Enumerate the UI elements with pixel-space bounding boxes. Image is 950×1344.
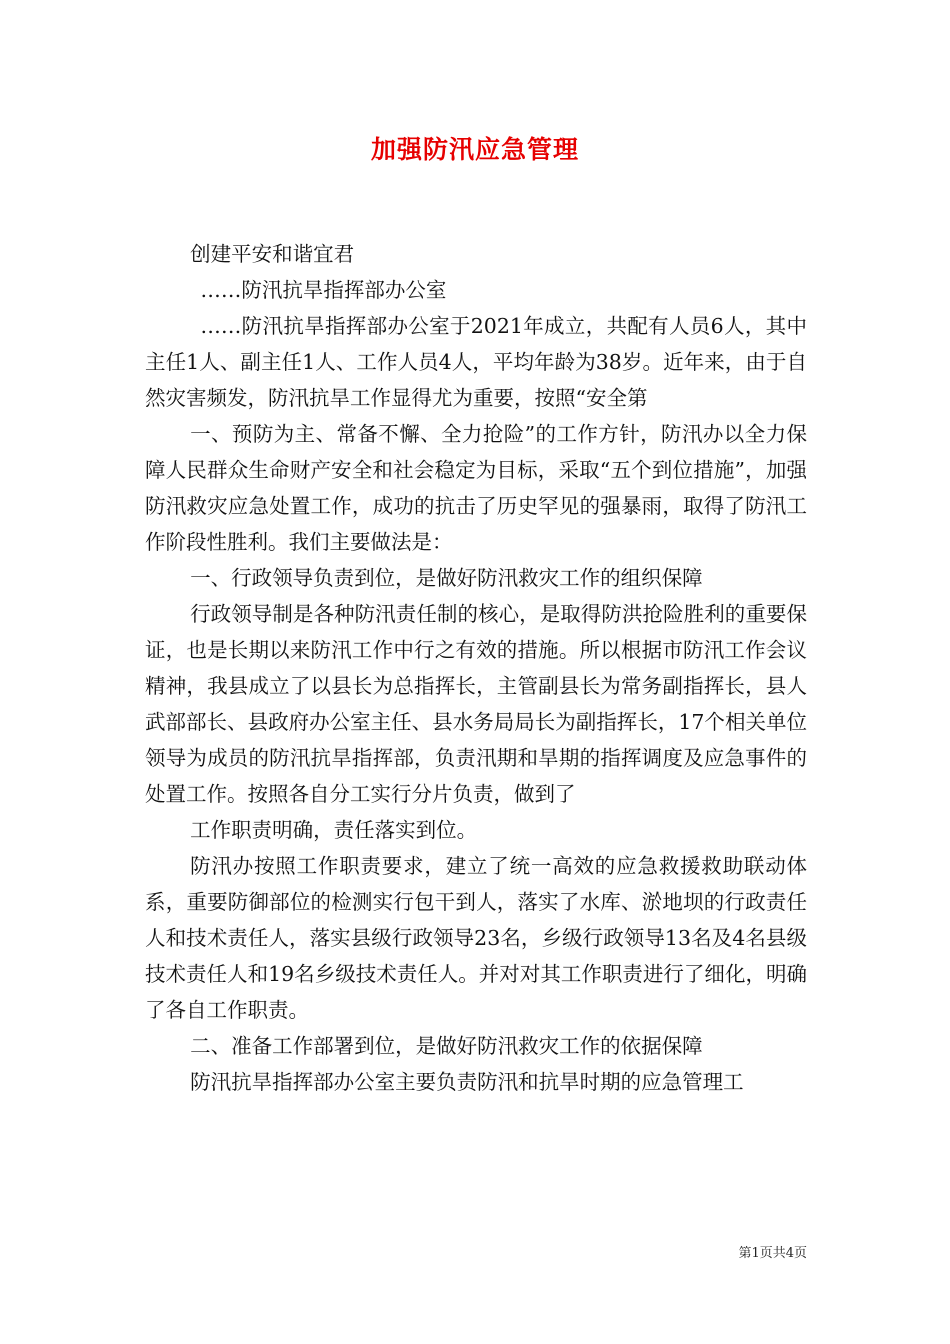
document-title: 加强防汛应急管理 <box>370 135 579 164</box>
paragraph-responsibility: 工作职责明确，责任落实到位。 <box>190 818 478 842</box>
paragraph-policy: 一、预防为主、常备不懈、全力抢险”的工作方针，防汛办以全力保障人民群众生命财产安全和社会稳定为目标，采取“五个到位措施”，加强防汛救灾应急处置工作，成功的抗击了历史罕见的强暴雨，取得了防汛工作阶段性胜利。我们主要做法是： <box>145 422 807 554</box>
paragraph-subtitle: 创建平安和谐宜君 <box>190 242 355 266</box>
paragraph-office-duties: 防汛办按照工作职责要求，建立了统一高效的应急救援救助联动体系，重要防御部位的检测实行包干到人，落实了水库、淤地坝的行政责任人和技术责任人，落实县级行政领导23名，乡级行政领导13名及4名县级技术责任人和19名乡级技术责任人。并对对其工作职责进行了细化，明确了各自工作职责。 <box>145 854 807 1022</box>
document-body <box>145 236 807 1100</box>
page-number: 第1页共4页 <box>738 1246 807 1261</box>
paragraph-preparation: 防汛抗旱指挥部办公室主要负责防汛和抗旱时期的应急管理工 <box>190 1070 744 1094</box>
section-heading-1: 一、行政领导负责到位，是做好防汛救灾工作的组织保障 <box>190 566 703 590</box>
paragraph-department: ……防汛抗旱指挥部办公室 <box>200 278 447 302</box>
paragraph-leadership: 行政领导制是各种防汛责任制的核心，是取得防洪抢险胜利的重要保证，也是长期以来防汛工作中行之有效的措施。所以根据市防汛工作会议精神，我县成立了以县长为总指挥长，主管副县长为常务副指挥长，县人武部部长、县政府办公室主任、县水务局局长为副指挥长，17个相关单位领导为成员的防汛抗旱指挥部，负责汛期和旱期的指挥调度及应急事件的处置工作。按照各自分工实行分片负责，做到了 <box>145 602 807 806</box>
paragraph-intro: ……防汛抗旱指挥部办公室于2021年成立，共配有人员6人，其中主任1人、副主任1人、工作人员4人，平均年龄为38岁。近年来，由于自然灾害频发，防汛抗旱工作显得尤为重要，按照“安全第 <box>145 314 807 410</box>
section-heading-2: 二、准备工作部署到位，是做好防汛救灾工作的依据保障 <box>190 1034 703 1058</box>
